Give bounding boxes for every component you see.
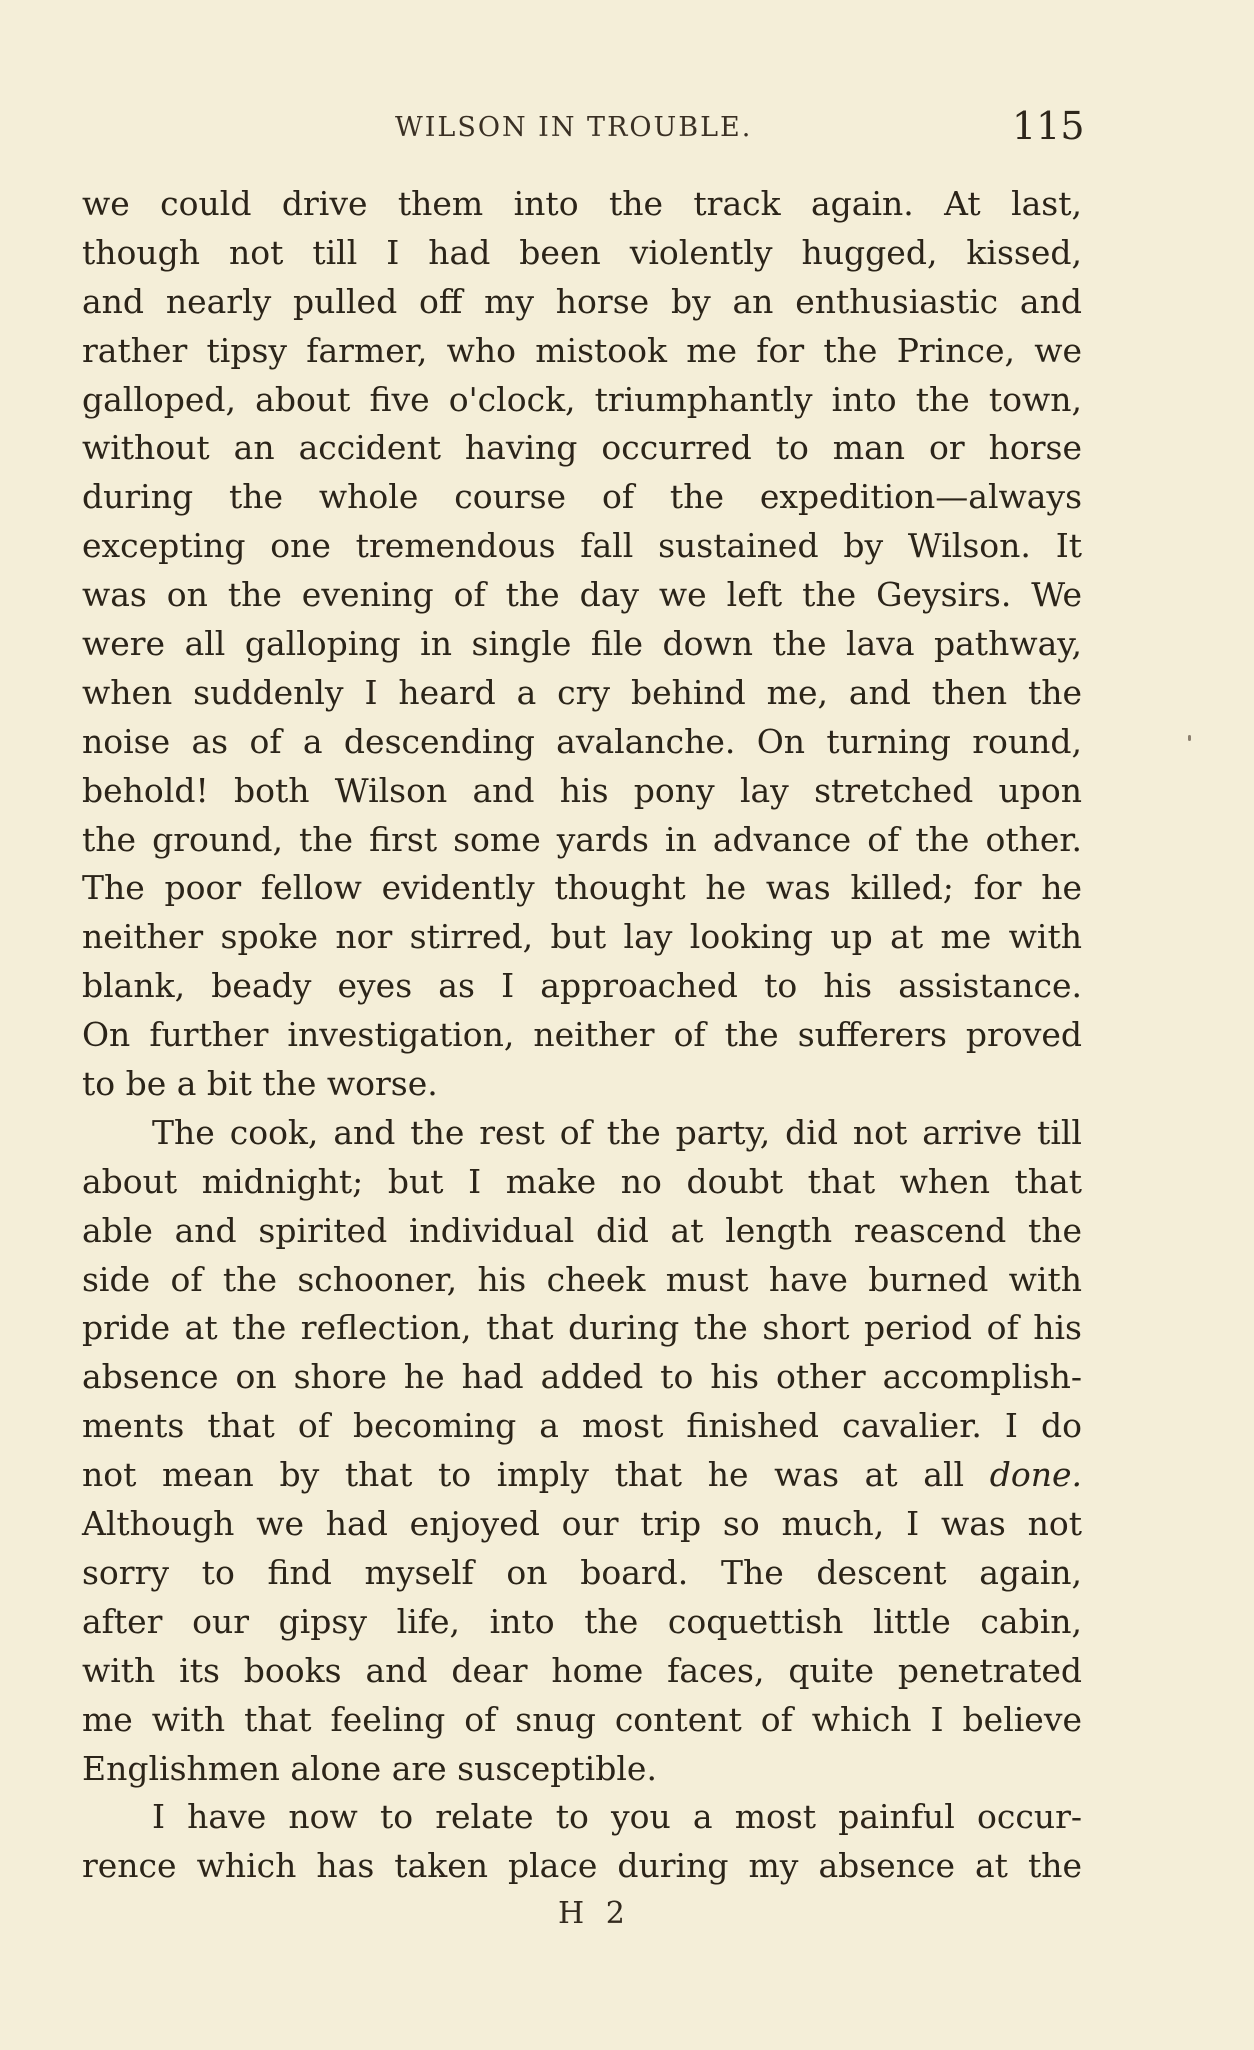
text-line [82, 1647, 1082, 1696]
text-line [82, 278, 1082, 327]
text-line [82, 1451, 1082, 1500]
text-line [82, 229, 1082, 278]
text-line-content: and nearly pulled off my horse by an enthusiastic and [82, 281, 1082, 321]
text-line-content: though not till I had been violently hugged, kissed, [82, 232, 1082, 272]
text-line [82, 767, 1082, 816]
running-head: WILSON IN TROUBLE. [395, 112, 753, 143]
text-line-content: with its books and dear home faces, quite penetrated [82, 1650, 1082, 1690]
text-line-content: when suddenly I heard a cry behind me, and then the [82, 672, 1082, 712]
text-line [82, 1109, 1082, 1158]
text-line-content: during the whole course of the expedition—always [82, 477, 1082, 517]
text-line-content: about midnight; but I make no doubt that when that [82, 1161, 1082, 1201]
text-line [82, 327, 1082, 376]
text-line-content: pride at the reflection, that during the short period of his [82, 1308, 1082, 1348]
text-line [82, 1011, 1082, 1060]
text-line-content: excepting one tremendous fall sustained by Wilson. It [82, 526, 1082, 566]
text-line-content: Although we had enjoyed our trip so much, I was not [82, 1504, 1082, 1544]
page-number: 115 [1012, 104, 1085, 148]
text-line [82, 1353, 1082, 1402]
text-line [82, 1207, 1082, 1256]
text-line-content: I have now to relate to you a most painful occur- [152, 1797, 1082, 1837]
text-line-content: On further investigation, neither of the sufferers proved [82, 1015, 1082, 1055]
text-line [82, 864, 1082, 913]
text-line-content: without an accident having occurred to man or horse [82, 428, 1082, 468]
text-line [82, 180, 1082, 229]
text-line [82, 1402, 1082, 1451]
text-line [82, 669, 1082, 718]
text-line [82, 473, 1082, 522]
text-line-content: we could drive them into the track again. At last, [82, 184, 1082, 223]
text-line [82, 1598, 1082, 1647]
text-line-content: to be a bit the worse. [82, 1064, 438, 1104]
text-line [82, 1549, 1082, 1598]
text-line [82, 522, 1082, 571]
text-line [82, 424, 1082, 473]
text-line-content: able and spirited individual did at length reascend the [82, 1210, 1082, 1250]
text-line-content: rence which has taken place during my absence at the [82, 1846, 1082, 1886]
text-line-content: absence on shore he had added to his other accomplish- [82, 1357, 1082, 1397]
text-line [82, 620, 1082, 669]
text-line-content: rather tipsy farmer, who mistook me for the Prince, we [82, 330, 1082, 370]
text-line-content: behold! both Wilson and his pony lay stretched upon [82, 770, 1082, 810]
text-line [82, 376, 1082, 425]
text-line-content: galloped, about five o'clock, triumphantly into the town, [82, 379, 1082, 419]
text-line-content: The poor fellow evidently thought he was killed; for he [82, 868, 1082, 908]
text-line [82, 1060, 1082, 1109]
text-line [82, 816, 1082, 865]
signature-mark: H 2 [558, 1896, 631, 1931]
text-line [82, 962, 1082, 1011]
text-line [82, 1158, 1082, 1207]
text-line [82, 1500, 1082, 1549]
text-line-content: neither spoke nor stirred, but lay looking up at me with [82, 917, 1082, 957]
text-line [82, 718, 1082, 767]
text-line [82, 1256, 1082, 1305]
text-line-content: blank, beady eyes as I approached to his assistance. [82, 966, 1082, 1006]
text-line-content: ments that of becoming a most finished cavalier. I do [82, 1406, 1082, 1446]
italic-word: done. [989, 1455, 1082, 1495]
text-line-content: me with that feeling of snug content of which I believe [82, 1699, 1082, 1739]
text-line-content: Englishmen alone are susceptible. [82, 1748, 657, 1788]
text-line [82, 1696, 1082, 1745]
text-line-content: The cook, and the rest of the party, did not arrive till [152, 1112, 1082, 1152]
text-line-content: noise as of a descending avalanche. On turning round, [82, 721, 1082, 761]
text-line-content: after our gipsy life, into the coquettish little cabin, [82, 1601, 1082, 1641]
text-line [82, 1793, 1082, 1842]
text-line-content: was on the evening of the day we left the Geysirs. We [82, 575, 1082, 615]
text-line [82, 913, 1082, 962]
paper-speck [1188, 735, 1191, 741]
text-line-content: not mean by that to imply that he was at all [82, 1455, 965, 1495]
body-text [82, 180, 1082, 1891]
text-line-content: sorry to find myself on board. The descent again, [82, 1552, 1082, 1592]
text-line-content: were all galloping in single file down the lava pathway, [82, 624, 1082, 664]
text-line [82, 571, 1082, 620]
text-line [82, 1745, 1082, 1794]
text-line [82, 1842, 1082, 1891]
text-line [82, 1304, 1082, 1353]
text-line-content: side of the schooner, his cheek must have burned with [82, 1259, 1082, 1299]
text-line-content: the ground, the first some yards in advance of the other. [82, 819, 1082, 859]
